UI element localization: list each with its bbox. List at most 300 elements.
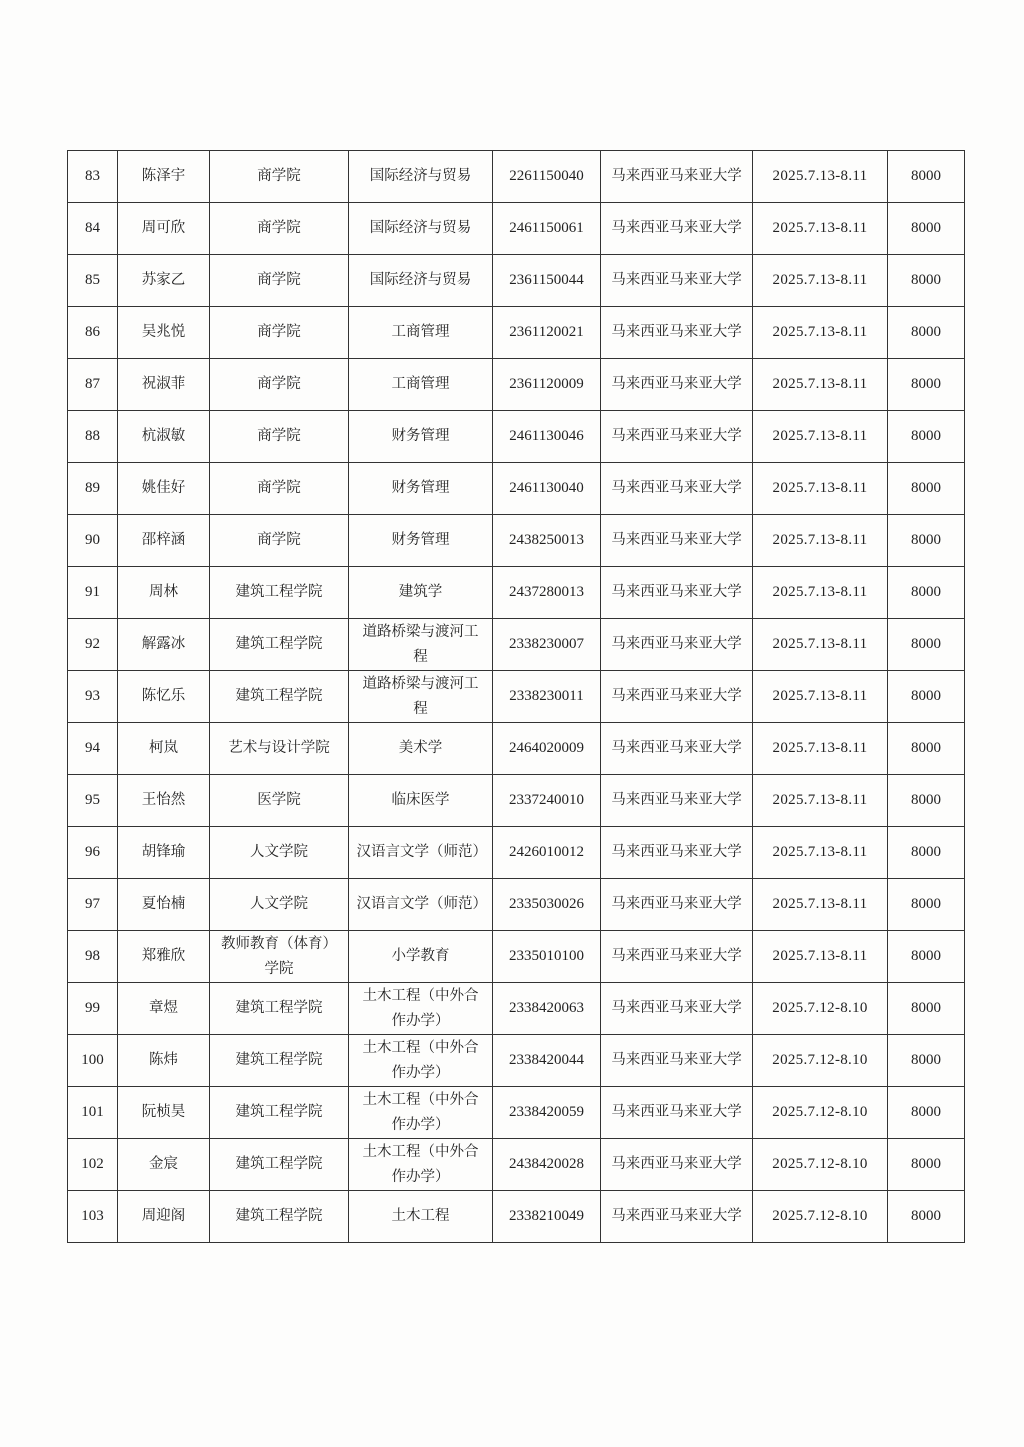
college-cell (210, 775, 349, 827)
serial-number-cell (68, 411, 118, 463)
program-dates-cell-text: 2025.7.13-8.11 (772, 324, 868, 340)
host-university-cell (601, 983, 753, 1035)
host-university-cell (601, 671, 753, 723)
major-cell (349, 307, 493, 359)
serial-number-cell (68, 151, 118, 203)
serial-number-cell (68, 1035, 118, 1087)
amount-cell (888, 619, 965, 671)
table-row (68, 463, 965, 515)
amount-cell (888, 1139, 965, 1191)
amount-cell (888, 723, 965, 775)
host-university-cell-text: 马来西亚马来亚大学 (611, 428, 742, 444)
program-dates-cell-text: 2025.7.13-8.11 (772, 844, 868, 860)
program-dates-cell-text: 2025.7.13-8.11 (772, 480, 868, 496)
student-id-cell-text: 2464020009 (509, 740, 584, 756)
host-university-cell (601, 1191, 753, 1243)
major-cell (349, 619, 493, 671)
amount-cell (888, 827, 965, 879)
program-dates-cell (753, 411, 888, 463)
serial-number-cell-text: 99 (85, 1000, 100, 1016)
student-id-cell (493, 827, 601, 879)
college-cell (210, 255, 349, 307)
serial-number-cell-text: 95 (85, 792, 100, 808)
student-id-cell (493, 671, 601, 723)
college-cell (210, 1139, 349, 1191)
host-university-cell-text: 马来西亚马来亚大学 (611, 1104, 742, 1120)
student-name-cell-text: 郑雅欣 (141, 948, 186, 964)
serial-number-cell-text: 85 (85, 272, 100, 288)
college-cell-text: 建筑工程学院 (235, 636, 323, 652)
serial-number-cell-text: 102 (81, 1156, 104, 1172)
student-name-cell-text: 柯岚 (149, 740, 178, 756)
serial-number-cell (68, 515, 118, 567)
major-cell (349, 879, 493, 931)
program-dates-cell (753, 359, 888, 411)
host-university-cell (601, 1139, 753, 1191)
student-id-cell-text: 2461130046 (509, 428, 584, 444)
program-dates-cell-text: 2025.7.13-8.11 (772, 168, 868, 184)
student-name-cell (118, 567, 210, 619)
major-cell (349, 203, 493, 255)
major-cell (349, 1191, 493, 1243)
program-dates-cell-text: 2025.7.13-8.11 (772, 220, 868, 236)
host-university-cell (601, 567, 753, 619)
student-id-cell-text: 2335010100 (509, 948, 584, 964)
program-dates-cell (753, 515, 888, 567)
student-id-cell (493, 619, 601, 671)
college-cell (210, 151, 349, 203)
student-id-cell-text: 2438250013 (509, 532, 584, 548)
host-university-cell (601, 1087, 753, 1139)
serial-number-cell (68, 671, 118, 723)
program-dates-cell (753, 1035, 888, 1087)
amount-cell-text: 8000 (911, 324, 941, 340)
amount-cell-text: 8000 (911, 896, 941, 912)
student-name-cell (118, 1087, 210, 1139)
table-row (68, 1139, 965, 1191)
program-dates-cell (753, 151, 888, 203)
program-dates-cell (753, 723, 888, 775)
table-row (68, 775, 965, 827)
student-id-cell (493, 359, 601, 411)
amount-cell (888, 1035, 965, 1087)
table-row (68, 1191, 965, 1243)
student-id-cell-text: 2438420028 (509, 1156, 584, 1172)
program-dates-cell-text: 2025.7.12-8.10 (772, 1104, 868, 1120)
program-dates-cell-text: 2025.7.13-8.11 (772, 792, 868, 808)
college-cell-text: 建筑工程学院 (235, 584, 323, 600)
program-dates-cell (753, 463, 888, 515)
student-name-cell (118, 359, 210, 411)
college-cell-text: 商学院 (257, 532, 301, 548)
program-dates-cell-text: 2025.7.12-8.10 (772, 1156, 868, 1172)
college-cell-text: 人文学院 (250, 844, 308, 860)
college-cell-text: 商学院 (257, 168, 301, 184)
major-cell (349, 515, 493, 567)
table-row (68, 723, 965, 775)
program-dates-cell (753, 1087, 888, 1139)
major-cell (349, 411, 493, 463)
college-cell (210, 359, 349, 411)
college-cell (210, 1191, 349, 1243)
college-cell-text: 建筑工程学院 (235, 688, 323, 704)
student-id-cell-text: 2337240010 (509, 792, 584, 808)
major-cell-text: 汉语言文学（师范） (356, 844, 487, 860)
student-id-cell-text: 2361120021 (509, 324, 584, 340)
table-row (68, 151, 965, 203)
program-dates-cell-text: 2025.7.13-8.11 (772, 740, 868, 756)
program-dates-cell-text: 2025.7.12-8.10 (772, 1052, 868, 1068)
college-cell-text: 商学院 (257, 220, 301, 236)
major-cell (349, 255, 493, 307)
student-id-cell-text: 2338210049 (509, 1208, 584, 1224)
student-id-cell (493, 463, 601, 515)
college-cell (210, 879, 349, 931)
host-university-cell (601, 307, 753, 359)
college-cell-text: 建筑工程学院 (235, 1000, 323, 1016)
major-cell-text: 小学教育 (391, 948, 450, 964)
program-dates-cell (753, 619, 888, 671)
student-id-cell (493, 307, 601, 359)
serial-number-cell-text: 98 (85, 948, 100, 964)
major-cell-text: 道路桥梁与渡河工程 (362, 623, 479, 665)
college-cell (210, 1087, 349, 1139)
student-name-cell-text: 苏家乙 (141, 272, 186, 288)
student-name-cell (118, 1191, 210, 1243)
amount-cell-text: 8000 (911, 1000, 941, 1016)
college-cell (210, 463, 349, 515)
student-id-cell (493, 1087, 601, 1139)
host-university-cell (601, 203, 753, 255)
host-university-cell (601, 515, 753, 567)
host-university-cell-text: 马来西亚马来亚大学 (611, 532, 742, 548)
serial-number-cell-text: 92 (85, 636, 100, 652)
student-id-cell-text: 2338420044 (509, 1052, 584, 1068)
college-cell (210, 203, 349, 255)
program-dates-cell-text: 2025.7.13-8.11 (772, 532, 868, 548)
serial-number-cell (68, 567, 118, 619)
program-dates-cell (753, 203, 888, 255)
table-row (68, 983, 965, 1035)
amount-cell (888, 307, 965, 359)
serial-number-cell (68, 983, 118, 1035)
major-cell (349, 671, 493, 723)
college-cell (210, 411, 349, 463)
host-university-cell (601, 359, 753, 411)
major-cell (349, 1139, 493, 1191)
program-dates-cell-text: 2025.7.13-8.11 (772, 948, 868, 964)
student-id-cell (493, 255, 601, 307)
amount-cell (888, 515, 965, 567)
student-list-table (67, 150, 965, 1243)
student-name-cell (118, 775, 210, 827)
serial-number-cell-text: 88 (85, 428, 100, 444)
college-cell (210, 671, 349, 723)
college-cell-text: 人文学院 (250, 896, 308, 912)
amount-cell (888, 463, 965, 515)
college-cell-text: 商学院 (257, 428, 301, 444)
table-row (68, 203, 965, 255)
student-name-cell (118, 411, 210, 463)
serial-number-cell-text: 90 (85, 532, 100, 548)
host-university-cell-text: 马来西亚马来亚大学 (611, 272, 742, 288)
student-id-cell (493, 775, 601, 827)
student-id-cell-text: 2338420059 (509, 1104, 584, 1120)
program-dates-cell (753, 775, 888, 827)
student-name-cell (118, 827, 210, 879)
amount-cell-text: 8000 (911, 428, 941, 444)
student-name-cell-text: 阮桢昊 (141, 1104, 186, 1120)
host-university-cell (601, 827, 753, 879)
student-name-cell-text: 章煜 (149, 1000, 178, 1016)
host-university-cell-text: 马来西亚马来亚大学 (611, 1156, 742, 1172)
amount-cell-text: 8000 (911, 636, 941, 652)
amount-cell (888, 983, 965, 1035)
student-name-cell (118, 151, 210, 203)
amount-cell-text: 8000 (911, 376, 941, 392)
major-cell (349, 775, 493, 827)
major-cell-text: 土木工程（中外合作办学） (362, 1143, 479, 1185)
student-id-cell-text: 2361150044 (509, 272, 584, 288)
table-row (68, 411, 965, 463)
major-cell (349, 567, 493, 619)
amount-cell (888, 151, 965, 203)
student-name-cell-text: 姚佳好 (141, 480, 186, 496)
host-university-cell-text: 马来西亚马来亚大学 (611, 376, 742, 392)
major-cell (349, 1087, 493, 1139)
host-university-cell-text: 马来西亚马来亚大学 (611, 1000, 742, 1016)
major-cell (349, 931, 493, 983)
host-university-cell-text: 马来西亚马来亚大学 (611, 480, 742, 496)
table-row (68, 567, 965, 619)
table-row (68, 827, 965, 879)
host-university-cell (601, 619, 753, 671)
amount-cell (888, 931, 965, 983)
student-id-cell-text: 2338230007 (509, 636, 584, 652)
table-row (68, 671, 965, 723)
program-dates-cell (753, 827, 888, 879)
amount-cell-text: 8000 (911, 220, 941, 236)
major-cell (349, 463, 493, 515)
serial-number-cell-text: 100 (81, 1052, 104, 1068)
amount-cell-text: 8000 (911, 1156, 941, 1172)
table-row (68, 879, 965, 931)
serial-number-cell-text: 83 (85, 168, 100, 184)
college-cell-text: 建筑工程学院 (235, 1156, 323, 1172)
amount-cell-text: 8000 (911, 948, 941, 964)
amount-cell-text: 8000 (911, 844, 941, 860)
serial-number-cell-text: 101 (81, 1104, 104, 1120)
amount-cell-text: 8000 (911, 1104, 941, 1120)
host-university-cell-text: 马来西亚马来亚大学 (611, 688, 742, 704)
college-cell-text: 建筑工程学院 (235, 1052, 323, 1068)
student-name-cell (118, 671, 210, 723)
student-id-cell (493, 567, 601, 619)
major-cell (349, 151, 493, 203)
host-university-cell (601, 723, 753, 775)
table-row (68, 931, 965, 983)
program-dates-cell (753, 983, 888, 1035)
program-dates-cell-text: 2025.7.13-8.11 (772, 896, 868, 912)
student-name-cell-text: 邵梓涵 (141, 532, 186, 548)
student-name-cell-text: 陈炜 (149, 1052, 178, 1068)
student-id-cell (493, 879, 601, 931)
program-dates-cell-text: 2025.7.13-8.11 (772, 636, 868, 652)
major-cell-text: 道路桥梁与渡河工程 (362, 675, 479, 717)
serial-number-cell (68, 619, 118, 671)
college-cell (210, 983, 349, 1035)
serial-number-cell (68, 255, 118, 307)
host-university-cell (601, 151, 753, 203)
major-cell-text: 国际经济与贸易 (369, 168, 472, 184)
program-dates-cell (753, 307, 888, 359)
amount-cell (888, 879, 965, 931)
serial-number-cell-text: 97 (85, 896, 100, 912)
major-cell-text: 美术学 (398, 740, 443, 756)
student-name-cell (118, 307, 210, 359)
serial-number-cell (68, 723, 118, 775)
host-university-cell (601, 879, 753, 931)
program-dates-cell (753, 931, 888, 983)
college-cell (210, 931, 349, 983)
host-university-cell-text: 马来西亚马来亚大学 (611, 792, 742, 808)
student-id-cell-text: 2261150040 (509, 168, 584, 184)
major-cell (349, 827, 493, 879)
student-id-cell (493, 1035, 601, 1087)
major-cell-text: 工商管理 (391, 324, 450, 340)
student-id-cell (493, 151, 601, 203)
student-id-cell (493, 411, 601, 463)
serial-number-cell (68, 775, 118, 827)
student-name-cell-text: 陈泽宇 (141, 168, 186, 184)
college-cell-text: 商学院 (257, 480, 301, 496)
student-name-cell (118, 463, 210, 515)
program-dates-cell (753, 255, 888, 307)
table-row (68, 1087, 965, 1139)
serial-number-cell-text: 96 (85, 844, 100, 860)
student-name-cell (118, 1035, 210, 1087)
host-university-cell (601, 463, 753, 515)
amount-cell-text: 8000 (911, 532, 941, 548)
document-page (67, 150, 964, 1243)
amount-cell (888, 671, 965, 723)
student-name-cell-text: 周可欣 (141, 220, 186, 236)
program-dates-cell-text: 2025.7.13-8.11 (772, 376, 868, 392)
student-name-cell (118, 723, 210, 775)
program-dates-cell-text: 2025.7.13-8.11 (772, 584, 868, 600)
major-cell-text: 财务管理 (391, 428, 450, 444)
host-university-cell (601, 1035, 753, 1087)
host-university-cell-text: 马来西亚马来亚大学 (611, 948, 742, 964)
amount-cell (888, 203, 965, 255)
table-row (68, 307, 965, 359)
student-id-cell-text: 2361120009 (509, 376, 584, 392)
college-cell-text: 医学院 (257, 792, 301, 808)
major-cell (349, 983, 493, 1035)
student-id-cell-text: 2338420063 (509, 1000, 584, 1016)
host-university-cell-text: 马来西亚马来亚大学 (611, 1208, 742, 1224)
student-name-cell-text: 杭淑敏 (141, 428, 186, 444)
host-university-cell-text: 马来西亚马来亚大学 (611, 324, 742, 340)
student-name-cell-text: 解露冰 (141, 636, 186, 652)
major-cell-text: 国际经济与贸易 (369, 272, 472, 288)
serial-number-cell (68, 879, 118, 931)
program-dates-cell-text: 2025.7.13-8.11 (772, 688, 868, 704)
amount-cell (888, 567, 965, 619)
student-name-cell (118, 203, 210, 255)
table-row (68, 1035, 965, 1087)
major-cell-text: 财务管理 (391, 532, 450, 548)
student-id-cell (493, 1139, 601, 1191)
amount-cell-text: 8000 (911, 1208, 941, 1224)
student-name-cell-text: 金宸 (149, 1156, 178, 1172)
serial-number-cell (68, 1087, 118, 1139)
student-id-cell-text: 2461130040 (509, 480, 584, 496)
host-university-cell-text: 马来西亚马来亚大学 (611, 636, 742, 652)
amount-cell-text: 8000 (911, 272, 941, 288)
program-dates-cell (753, 1139, 888, 1191)
college-cell-text: 商学院 (257, 376, 301, 392)
major-cell-text: 土木工程 (391, 1208, 450, 1224)
serial-number-cell (68, 307, 118, 359)
table-body (68, 151, 965, 1243)
student-name-cell-text: 祝淑菲 (141, 376, 186, 392)
serial-number-cell-text: 89 (85, 480, 100, 496)
program-dates-cell (753, 567, 888, 619)
amount-cell-text: 8000 (911, 740, 941, 756)
amount-cell (888, 1191, 965, 1243)
major-cell-text: 土木工程（中外合作办学） (362, 1091, 479, 1133)
college-cell (210, 723, 349, 775)
host-university-cell-text: 马来西亚马来亚大学 (611, 168, 742, 184)
college-cell (210, 1035, 349, 1087)
host-university-cell-text: 马来西亚马来亚大学 (611, 220, 742, 236)
student-id-cell-text: 2437280013 (509, 584, 584, 600)
student-name-cell-text: 胡锋瑜 (141, 844, 186, 860)
student-name-cell-text: 陈忆乐 (141, 688, 186, 704)
major-cell-text: 汉语言文学（师范） (356, 896, 487, 912)
major-cell-text: 土木工程（中外合作办学） (362, 987, 479, 1029)
amount-cell-text: 8000 (911, 688, 941, 704)
host-university-cell (601, 775, 753, 827)
host-university-cell (601, 931, 753, 983)
serial-number-cell-text: 86 (85, 324, 100, 340)
program-dates-cell (753, 1191, 888, 1243)
college-cell-text: 艺术与设计学院 (228, 740, 330, 756)
serial-number-cell-text: 94 (85, 740, 100, 756)
major-cell-text: 财务管理 (391, 480, 450, 496)
student-name-cell (118, 879, 210, 931)
college-cell-text: 建筑工程学院 (235, 1104, 323, 1120)
amount-cell (888, 359, 965, 411)
student-name-cell (118, 931, 210, 983)
program-dates-cell-text: 2025.7.13-8.11 (772, 428, 868, 444)
student-name-cell-text: 吴兆悦 (141, 324, 186, 340)
student-id-cell (493, 723, 601, 775)
major-cell-text: 工商管理 (391, 376, 450, 392)
student-id-cell-text: 2335030026 (509, 896, 584, 912)
college-cell (210, 827, 349, 879)
student-name-cell (118, 1139, 210, 1191)
student-id-cell (493, 203, 601, 255)
table-row (68, 619, 965, 671)
serial-number-cell (68, 203, 118, 255)
college-cell-text: 建筑工程学院 (235, 1208, 323, 1224)
student-id-cell (493, 1191, 601, 1243)
student-id-cell-text: 2461150061 (509, 220, 584, 236)
serial-number-cell (68, 359, 118, 411)
student-name-cell (118, 255, 210, 307)
